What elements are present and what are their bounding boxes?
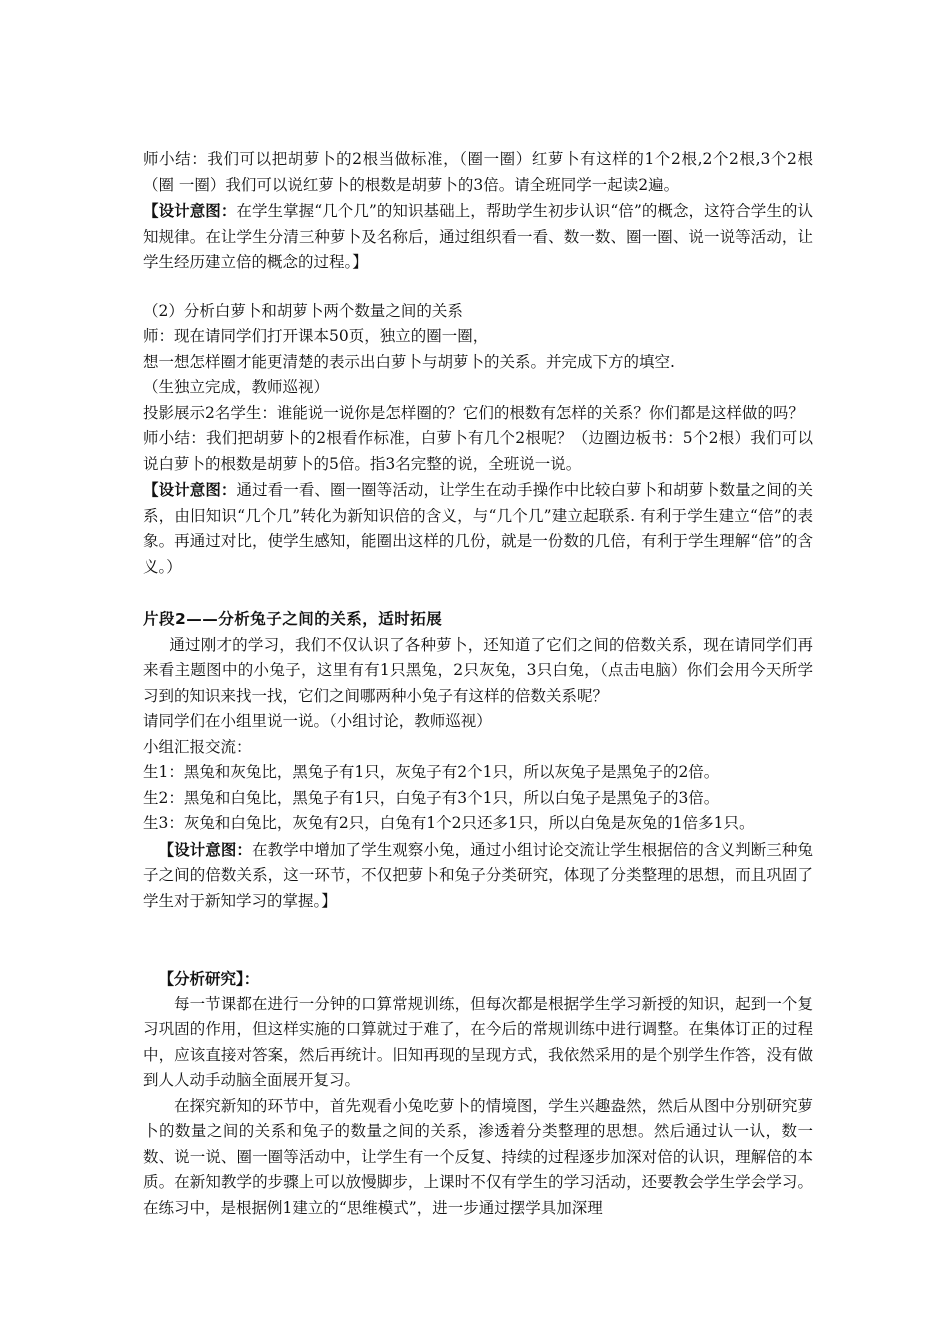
design-intent-text: 在学生掌握“几个几”的知识基础上，帮助学生初步认识“倍”的概念，这符合学生的认知规律。在让学生分清三种萝卜及名称后，通过组织看一看、数一数、圈一圈、说一说等活动，让学生经历建立倍的概念的过程。】 <box>143 202 813 271</box>
design-intent-text: 在教学中增加了学生观察小兔，通过小组讨论交流让学生根据倍的含义判断三种兔子之间的倍数关系，这一环节，不仅把萝卜和兔子分类研究，体现了分类整理的思想，而且巩固了学生对于新知学习的掌握。】 <box>143 840 813 910</box>
paragraph-line: 师：现在请同学们打开课本50页，独立的圈一圈， <box>143 327 489 345</box>
student-answer-2: 生2：黑兔和白兔比，黑兔子有1只，白兔子有3个1只，所以白兔子是黑兔子的3倍。 <box>143 788 720 807</box>
design-intent-3 <box>143 837 813 915</box>
paragraph-line: 想一想怎样圈才能更清楚的表示出白萝卜与胡萝卜的关系。并完成下方的填空. <box>143 352 675 371</box>
section-title-white-carrot: （2）分析白萝卜和胡萝卜两个数量之间的关系 <box>143 301 463 320</box>
design-intent-label: 【设计意图： <box>143 480 237 499</box>
design-intent-text: 通过看一看、圈一圈等活动，让学生在动手操作中比较白萝卜和胡萝卜数量之间的关系，由旧知识“几个几”转化为新知识倍的含义，与“几个几”建立起联系. 有利于学生建立“倍”的表象。再通过对比，使学生感知，能圈出这样的几份，就是一份数的几倍，有利于学生理解“倍”的含义。） <box>143 481 813 576</box>
document-body <box>143 147 813 1221</box>
teacher-summary-red-carrot: 师小结：我们可以把胡萝卜的2根当做标准，（圈一圈）红萝卜有这样的1个2根,2个2根,3个2根（圈 一圈）我们可以说红萝卜的根数是胡萝卜的3倍。请全班同学一起读2遍。 <box>143 150 813 194</box>
spacer <box>143 580 813 607</box>
design-intent-label: 【设计意图： <box>143 201 237 220</box>
spacer <box>143 914 813 966</box>
paragraph-line: 投影展示2名学生：谁能说一说你是怎样圈的？它们的根数有怎样的关系？你们都是这样做的吗？ <box>143 403 804 422</box>
rabbit-intro-paragraph: 通过刚才的学习，我们不仅认识了各种萝卜，还知道了它们之间的倍数关系，现在请同学们再来看主题图中的小兔子，这里有有1只黑兔，2只灰兔，3只白兔，（点击电脑）你们会用今天所学习到的知识来找一找，它们之间哪两种小兔子有这样的倍数关系呢？ <box>143 635 813 705</box>
student-answer-1: 生1：黑兔和灰兔比，黑兔子有1只，灰兔子有2个1只，所以灰兔子是黑兔子的2倍。 <box>143 763 720 781</box>
analysis-paragraph-2: 在探究新知的环节中，首先观看小兔吃萝卜的情境图，学生兴趣盎然，然后从图中分别研究萝卜的数量之间的关系和兔子的数量之间的关系，渗透着分类整理的思想。然后通过认一认，数一数、说一说、圈一圈等活动中，让学生有一个反复、持续的过程逐步加深对倍的认识，理解倍的本质。在新知教学的步骤上可以放慢脚步，上课时不仅有学生的学习活动，还要教会学生学会学习。 在练习中，是根据例1建立的“思维模式”，进一步通过摆学具加深理 <box>143 1096 813 1217</box>
teacher-summary-white-carrot: 师小结：我们把胡萝卜的2根看作标准，白萝卜有几个2根呢？（边圈边板书：5个2根）我们可以说白萝卜的根数是胡萝卜的5倍。指3名完整的说，全班说一说。 <box>143 429 813 473</box>
analysis-paragraph-1: 每一节课都在进行一分钟的口算常规训练，但每次都是根据学生学习新授的知识，起到一个复习巩固的作用，但这样实施的口算就过于难了，在今后的常规训练中进行调整。在集体订正的过程中，应该直接对答案，然后再统计。旧知再现的呈现方式，我依然采用的是个别学生作答，没有做到人人动手动脑全面展开复习。 <box>143 994 813 1089</box>
paragraph-line: 请同学们在小组里说一说。（小组讨论，教师巡视） <box>143 712 492 730</box>
student-answer-3: 生3：灰兔和白兔比，灰兔有2只，白兔有1个2只还多1只，所以白兔是灰兔的1倍多1只。 <box>143 814 755 832</box>
segment-2-heading: 片段2——分析兔子之间的关系，适时拓展 <box>143 610 443 628</box>
spacer <box>143 276 813 299</box>
paragraph-line: 小组汇报交流： <box>143 737 252 756</box>
paragraph-line: （生独立完成，教师巡视） <box>143 378 330 396</box>
design-intent-1 <box>143 198 813 276</box>
analysis-heading: 【分析研究】： <box>158 969 260 988</box>
design-intent-label: 【设计意图： <box>158 839 253 859</box>
design-intent-2 <box>143 477 813 580</box>
